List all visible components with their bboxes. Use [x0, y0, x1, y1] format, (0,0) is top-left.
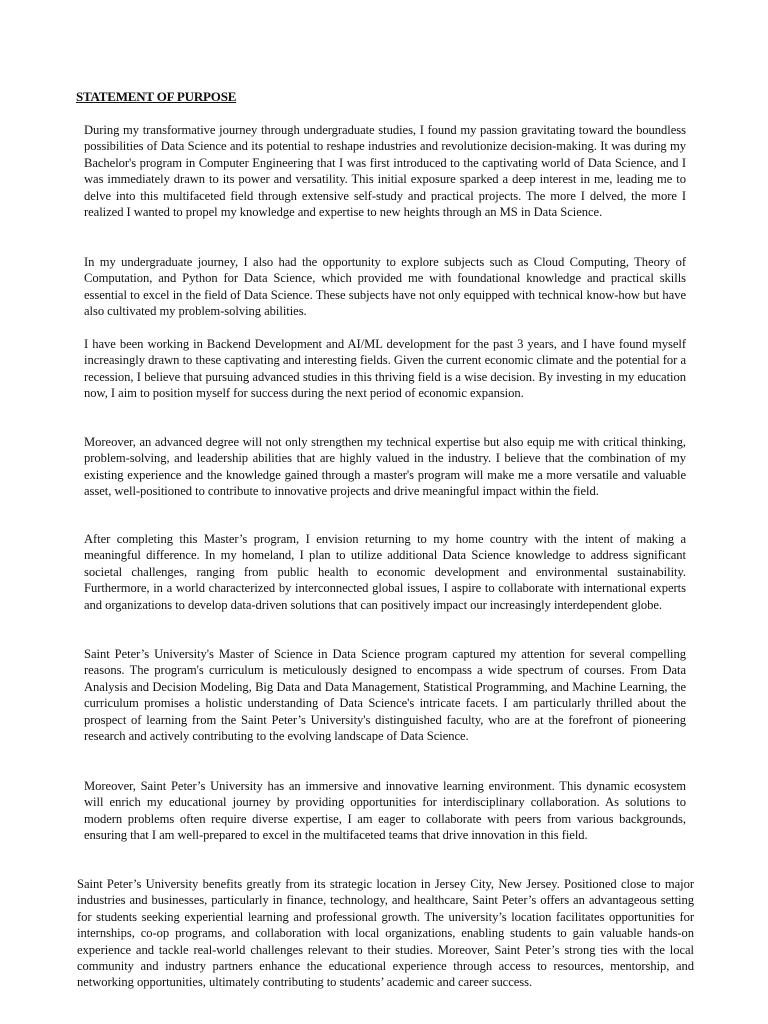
paragraph-undergraduate-subjects: In my undergraduate journey, I also had the opportunity to explore subjects such as Cloud Computing, Theory of Computation, and Python for Data Science, which provided me with foundational knowledge and practical skills essential to excel in the field of Data Science. These subjects have not only equipped with technical know-how but have also cultivated my problem-solving abilities.	[84, 255, 686, 319]
paragraph-future-goals: After completing this Master’s program, I envision returning to my home country with the intent of making a meaningful difference. In my homeland, I plan to utilize additional Data Science knowledge to address significant societal challenges, ranging from public health to economic development and environmental sustainability. Furthermore, in a world characterized by interconnected global issues, I aspire to collaborate with international experts and organizations to develop data-driven solutions that can positively impact our increasingly interdependent globe.	[84, 532, 686, 612]
paragraph-work-experience: I have been working in Backend Development and AI/ML development for the past 3 years, and I have found myself increasingly drawn to these captivating and interesting fields. Given the current economic climate and the potential for a recession, I believe that pursuing advanced studies in this thriving field is a wise decision. By investing in my education now, I aim to position myself for success during the next period of economic expansion.	[84, 337, 686, 401]
paragraph-introduction: During my transformative journey through undergraduate studies, I found my passion gravitating toward the boundless possibilities of Data Science and its potential to reshape industries and revolutionize decision-making. It was during my Bachelor's program in Computer Engineering that I was first introduced to the captivating world of Data Science, and I was immediately drawn to its power and versatility. This initial exposure sparked a deep interest in me, leading me to delve into this multifaceted field through extensive self-study and practical projects. The more I delved, the more I realized I wanted to propel my knowledge and expertise to new heights through an MS in Data Science.	[84, 123, 686, 220]
paragraph-program-curriculum: Saint Peter’s University's Master of Science in Data Science program captured my attention for several compelling reasons. The program's curriculum is meticulously designed to encompass a wide spectrum of courses. From Data Analysis and Decision Modeling, Big Data and Data Management, Statistical Programming, and Machine Learning, the curriculum promises a holistic understanding of Data Science's intricate facets. I am particularly thrilled about the prospect of learning from the Saint Peter’s University's distinguished faculty, who are at the forefront of pioneering research and actively contributing to the evolving landscape of Data Science.	[84, 647, 686, 744]
paragraph-location: Saint Peter’s University benefits greatly from its strategic location in Jersey City, New Jersey. Positioned close to major industries and businesses, particularly in finance, technology, and healthcare, Saint Peter’s offers an advantageous setting for students seeking experiential learning and professional growth. The university’s location facilitates opportunities for internships, co-op programs, and collaboration with local organizations, enabling students to gain valuable hands-on experience and tackle real-world challenges relevant to their studies. Moreover, Saint Peter’s strong ties with the local community and industry partners enhance the educational experience through access to resources, mentorship, and networking opportunities, ultimately contributing to students’ academic and career success.	[77, 877, 694, 990]
paragraph-learning-environment: Moreover, Saint Peter’s University has an immersive and innovative learning environment. This dynamic ecosystem will enrich my educational journey by providing opportunities for interdisciplinary collaboration. As solutions to modern problems often require diverse expertise, I am eager to collaborate with peers from various backgrounds, ensuring that I am well-prepared to excel in the multifaceted teams that drive innovation in this field.	[84, 779, 686, 843]
document-title: STATEMENT OF PURPOSE	[76, 89, 237, 104]
paragraph-advanced-degree: Moreover, an advanced degree will not only strengthen my technical expertise but also equip me with critical thinking, problem-solving, and leadership abilities that are highly valued in the industry. I believe that the combination of my existing experience and the knowledge gained through a master's program will make me a more versatile and valuable asset, well-positioned to contribute to innovative projects and drive meaningful impact within the field.	[84, 435, 686, 499]
